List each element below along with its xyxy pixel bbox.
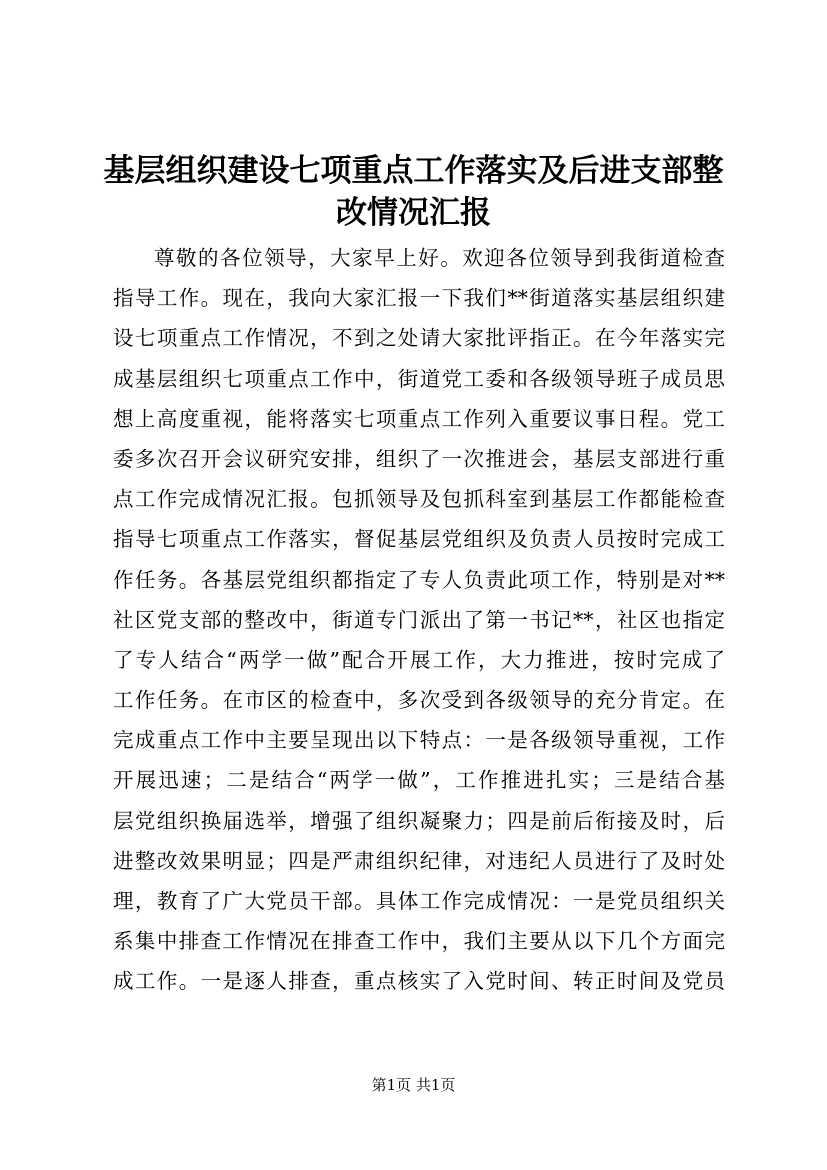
body-line: 点工作完成情况汇报。包抓领导及包抓科室到基层工作都能检查 [113,487,725,512]
body-line: 作任务。各基层党组织都指定了专人负责此项工作，特别是对** [113,567,725,592]
title-line-1: 基层组织建设七项重点工作落实及后进支部整 [103,153,724,189]
body-line: 指导七项重点工作落实，督促基层党组织及负责人员按时完成工 [113,527,725,552]
document-body [113,238,725,1002]
body-line: 系集中排查工作情况在排查工作中，我们主要从以下几个方面完 [113,929,725,954]
body-line: 了专人结合“两学一做”配合开展工作，大力推进，按时完成了 [113,647,725,672]
body-line: 成工作。一是逐人排查，重点核实了入党时间、转正时间及党员 [113,969,725,994]
body-line: 委多次召开会议研究安排，组织了一次推进会，基层支部进行重 [113,446,725,471]
title-line-2: 改情况汇报 [336,195,491,231]
body-line: 完成重点工作中主要呈现出以下特点：一是各级领导重视，工作 [113,728,725,753]
body-line: 想上高度重视，能将落实七项重点工作列入重要议事日程。党工 [113,406,725,431]
body-line: 开展迅速；二是结合“两学一做”，工作推进扎实；三是结合基 [113,768,725,793]
body-line: 层党组织换届选举，增强了组织凝聚力；四是前后衔接及时，后 [113,808,725,833]
body-line: 进整改效果明显；四是严肃组织纪律，对违纪人员进行了及时处 [113,848,725,873]
body-line: 工作任务。在市区的检查中，多次受到各级领导的充分肯定。在 [113,688,725,713]
body-line: 理，教育了广大党员干部。具体工作完成情况：一是党员组织关 [113,889,725,913]
body-line: 设七项重点工作情况，不到之处请大家批评指正。在今年落实完 [113,326,725,351]
body-line: 尊敬的各位领导，大家早上好。欢迎各位领导到我街道检查 [154,246,725,270]
body-line: 成基层组织七项重点工作中，街道党工委和各级领导班子成员思 [113,366,725,391]
document-title [100,150,727,234]
page-footer: 第1页 共1页 [371,1076,456,1094]
body-line: 指导工作。现在，我向大家汇报一下我们**街道落实基层组织建 [113,286,725,311]
body-line: 社区党支部的整改中，街道专门派出了第一书记**，社区也指定 [113,607,725,632]
